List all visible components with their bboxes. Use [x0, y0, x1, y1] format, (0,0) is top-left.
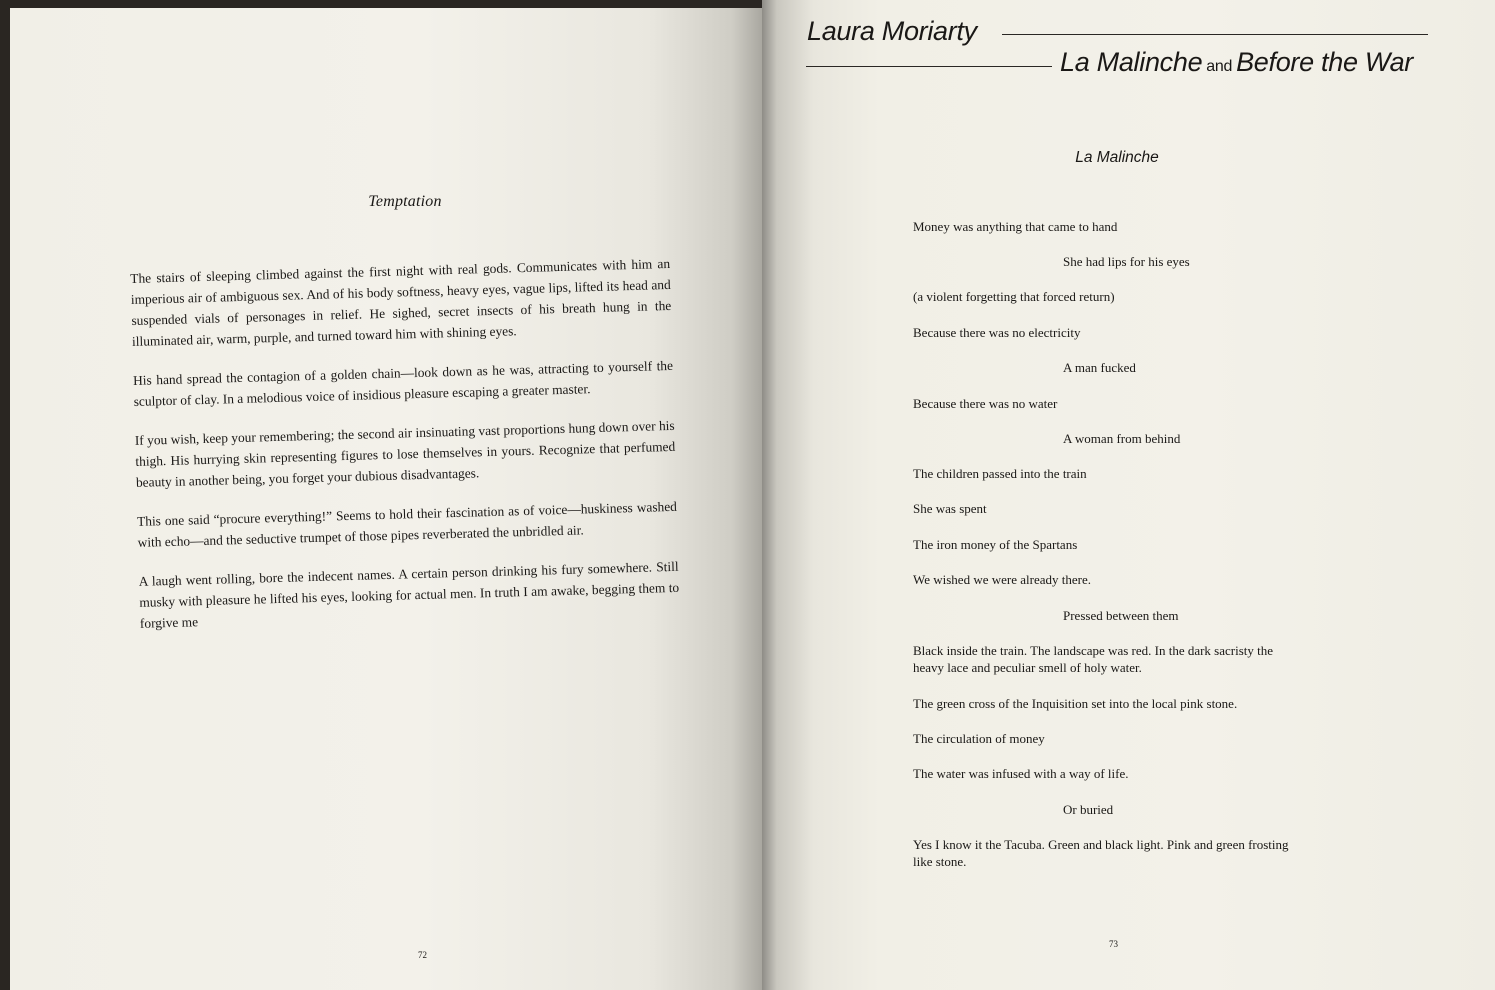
- poem-line: Or buried: [1063, 802, 1114, 817]
- paragraph: The stairs of sleeping climbed against the first night with real gods. Communicates with him an imperious air of ambiguous sex. And of his body softness, heavy eyes, vague lips, lifted its head and suspended vials of personages in relief. He sighed, secret insects of his breath hung in the illuminated air, warm, purple, and turned toward him with shining eyes.: [130, 255, 672, 349]
- section-title-la-malinche: La Malinche: [1075, 149, 1159, 166]
- poem-line: She had lips for his eyes: [1063, 254, 1190, 269]
- paragraph: This one said “procure everything!” Seems to hold their fascination as of voice—huskiness washed with echo—and the seductive trumpet of those pipes reverberated the unbridled air.: [136, 498, 678, 550]
- page-number-left: 72: [418, 950, 427, 960]
- paragraph: His hand spread the contagion of a golden chain—look down as he was, attracting to yourself the sculptor of clay. In a melodious voice of insidious pleasure escaping a greater master.: [132, 357, 674, 409]
- poem-line: (a violent forgetting that forced return): [913, 289, 1115, 304]
- header-rule-bottom: [806, 66, 1052, 67]
- poem-line: The water was infused with a way of life.: [913, 766, 1129, 781]
- paragraph: If you wish, keep your remembering; the second air insinuating vast proportions hung down over his thigh. His hurrying skin representing figures to lose themselves in yours. Recognize that perfumed beauty in another being, you forget your dubious disadvantages.: [134, 417, 676, 490]
- prose-poem-body: [130, 253, 681, 652]
- poem-line: Pressed between them: [1063, 608, 1179, 623]
- page-number-right: 73: [1109, 939, 1118, 949]
- poem-line: Because there was no electricity: [913, 325, 1081, 340]
- poem-line: A woman from behind: [1063, 431, 1181, 446]
- poem-line: A man fucked: [1063, 360, 1136, 375]
- poem-line: Money was anything that came to hand: [913, 219, 1118, 234]
- title-and: and: [1206, 58, 1233, 75]
- poem-title-temptation: Temptation: [368, 193, 442, 210]
- right-page: [762, 0, 1495, 990]
- poem-line: The green cross of the Inquisition set into the local pink stone.: [913, 696, 1238, 711]
- poem-line: We wished we were already there.: [913, 572, 1091, 587]
- title-la-malinche: La Malinche: [1060, 47, 1203, 77]
- author-name: Laura Moriarty: [807, 16, 977, 46]
- poem-titles-header: [1060, 47, 1413, 78]
- poem-line: Black inside the train. The landscape was red. In the dark sacristy the heavy lace and peculiar smell of holy water.: [913, 643, 1274, 675]
- poem-line: Yes I know it the Tacuba. Green and black light. Pink and green frosting like stone.: [913, 837, 1289, 869]
- poem-line: The iron money of the Spartans: [913, 537, 1078, 552]
- poem-line: Because there was no water: [913, 396, 1058, 411]
- title-before-the-war: Before the War: [1236, 47, 1413, 77]
- poem-line: The circulation of money: [913, 731, 1045, 746]
- left-page: [10, 8, 762, 990]
- header-rule-top: [1002, 34, 1428, 35]
- paragraph: A laugh went rolling, bore the indecent names. A certain person drinking his fury somewhere. Still musky with pleasure he lifted his eyes, looking for actual men. In truth I am awake, begging them to forgive me: [138, 558, 680, 631]
- poem-line: The children passed into the train: [913, 466, 1087, 481]
- poem-line: She was spent: [913, 501, 987, 516]
